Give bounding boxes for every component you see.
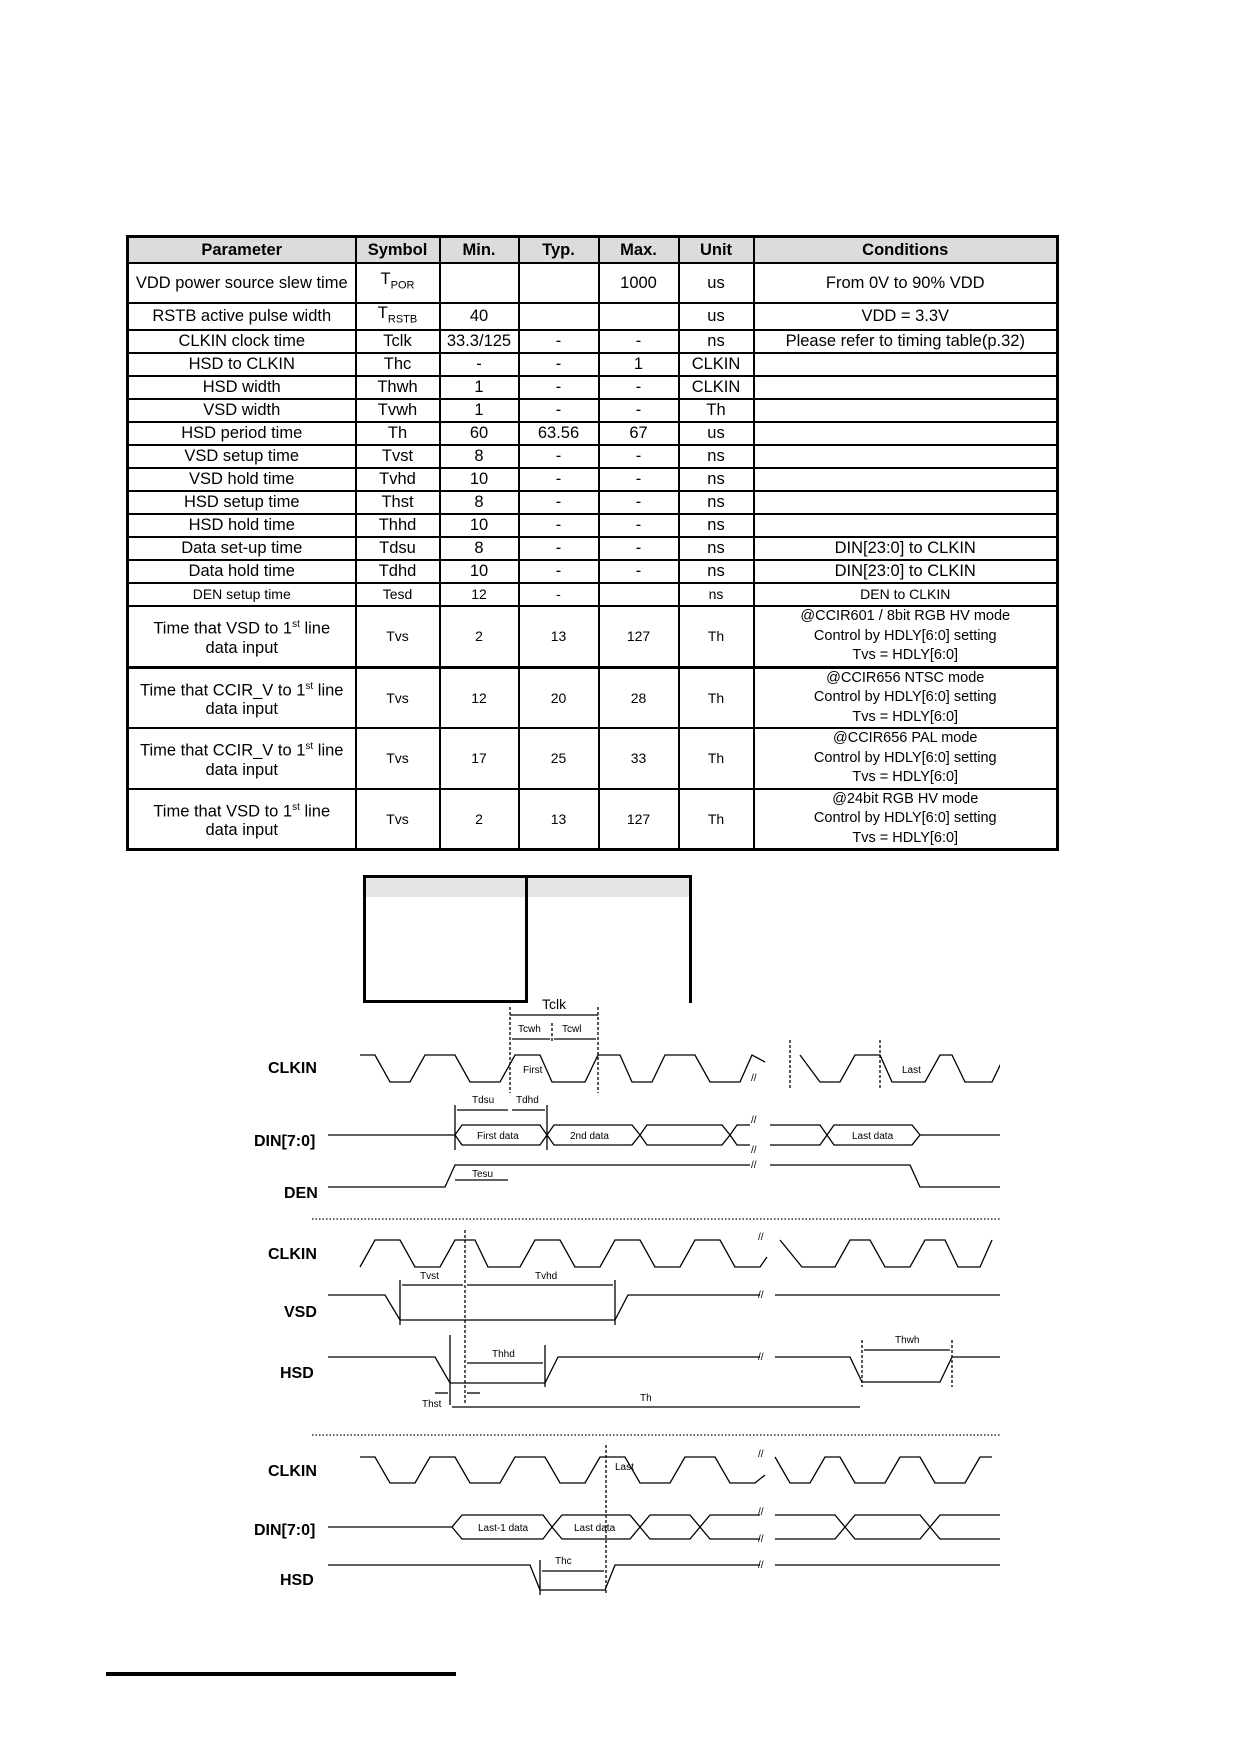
cell-symbol: Tvs <box>356 789 440 850</box>
cell-unit: us <box>679 422 754 445</box>
cell-typ: - <box>519 376 599 399</box>
cell-unit: Th <box>679 789 754 850</box>
table-row <box>128 445 1058 468</box>
cell-symbol: Tdsu <box>356 537 440 560</box>
cell-conditions: Please refer to timing table(p.32) <box>754 330 1058 353</box>
cell-conditions: @CCIR656 PAL mode Control by HDLY[6:0] setting Tvs = HDLY[6:0] <box>754 728 1058 789</box>
signal-label-vsd: VSD <box>284 1304 317 1321</box>
cell-symbol: Tesd <box>356 583 440 606</box>
label-tvhd: Tvhd <box>535 1271 558 1282</box>
header-unit: Unit <box>679 237 754 264</box>
table-row <box>128 422 1058 445</box>
cell-parameter: VDD power source slew time <box>128 263 356 303</box>
cell-conditions: DEN to CLKIN <box>754 583 1058 606</box>
cell-unit: ns <box>679 560 754 583</box>
cell-min: 10 <box>440 468 519 491</box>
table-row <box>128 399 1058 422</box>
cell-parameter: HSD period time <box>128 422 356 445</box>
cell-symbol: Thc <box>356 353 440 376</box>
cell-typ: - <box>519 560 599 583</box>
label-tcwl: Tcwl <box>562 1024 582 1035</box>
cell-symbol: $T_{RSTB}$ <box>356 303 440 330</box>
cell-min: 10 <box>440 514 519 537</box>
cell-typ <box>519 303 599 330</box>
cell-symbol: $T_{POR}$ <box>356 263 440 303</box>
cell-conditions: @CCIR656 NTSC mode Control by HDLY[6:0] setting Tvs = HDLY[6:0] <box>754 667 1058 728</box>
label-second-data: 2nd data <box>570 1131 609 1142</box>
cell-max: 1 <box>599 353 679 376</box>
cell-max: 127 <box>599 789 679 850</box>
signal-label-hsd: HSD <box>280 1365 314 1382</box>
cell-max: 33 <box>599 728 679 789</box>
cell-parameter: Time that CCIR_V to 1st line data input <box>128 728 356 789</box>
label-tclk: Tclk <box>542 996 567 1012</box>
cell-unit: Th <box>679 606 754 667</box>
cell-typ: 63.56 <box>519 422 599 445</box>
table-row <box>128 303 1058 330</box>
cell-parameter: Data hold time <box>128 560 356 583</box>
break-mark: // <box>758 1534 764 1545</box>
label-thc: Thc <box>555 1556 572 1567</box>
label-thhd: Thhd <box>492 1349 515 1360</box>
cell-typ: - <box>519 330 599 353</box>
header-conditions: Conditions <box>754 237 1058 264</box>
cell-symbol: Tclk <box>356 330 440 353</box>
cell-parameter: HSD width <box>128 376 356 399</box>
cell-parameter: VSD hold time <box>128 468 356 491</box>
cell-max: 127 <box>599 606 679 667</box>
header-typ: Typ. <box>519 237 599 264</box>
signal-label-din: DIN[7:0] <box>254 1522 316 1539</box>
label-tcwh: Tcwh <box>518 1024 541 1035</box>
header-symbol: Symbol <box>356 237 440 264</box>
cell-unit: ns <box>679 468 754 491</box>
clkin-waveform <box>360 1457 992 1483</box>
cell-conditions: From 0V to 90% VDD <box>754 263 1058 303</box>
cell-unit: CLKIN <box>679 376 754 399</box>
cell-typ: 13 <box>519 789 599 850</box>
cell-min: 8 <box>440 537 519 560</box>
cell-typ <box>519 263 599 303</box>
cell-parameter: HSD setup time <box>128 491 356 514</box>
break-mark: // <box>758 1290 764 1301</box>
cell-unit: ns <box>679 514 754 537</box>
cell-symbol: Thst <box>356 491 440 514</box>
cell-typ: - <box>519 445 599 468</box>
cell-max: 67 <box>599 422 679 445</box>
cell-conditions: @CCIR601 / 8bit RGB HV mode Control by HDLY[6:0] setting Tvs = HDLY[6:0] <box>754 606 1058 667</box>
break-mark: // <box>751 1145 757 1156</box>
cell-unit: ns <box>679 330 754 353</box>
din-waveform <box>328 1515 1000 1539</box>
cell-typ: 13 <box>519 606 599 667</box>
cell-conditions <box>754 491 1058 514</box>
break-mark: // <box>758 1352 764 1363</box>
label-last: Last <box>615 1462 634 1473</box>
clkin-waveform <box>360 1240 992 1267</box>
cell-unit: ns <box>679 537 754 560</box>
cell-parameter: HSD to CLKIN <box>128 353 356 376</box>
cell-max: 1000 <box>599 263 679 303</box>
table-header-row <box>128 237 1058 264</box>
table-row <box>128 468 1058 491</box>
label-tdhd: Tdhd <box>516 1095 539 1106</box>
cell-max: - <box>599 560 679 583</box>
table-row-tvs <box>128 667 1058 728</box>
cell-typ: - <box>519 399 599 422</box>
header-max: Max. <box>599 237 679 264</box>
cell-max: - <box>599 514 679 537</box>
cell-min: 10 <box>440 560 519 583</box>
cell-unit: Th <box>679 399 754 422</box>
cell-symbol: Tdhd <box>356 560 440 583</box>
break-mark: // <box>751 1073 757 1084</box>
table-row <box>128 560 1058 583</box>
table-row-tvs <box>128 606 1058 667</box>
cell-min: 1 <box>440 376 519 399</box>
cell-typ: - <box>519 583 599 606</box>
cell-conditions: DIN[23:0] to CLKIN <box>754 560 1058 583</box>
label-th: Th <box>640 1393 652 1404</box>
break-mark: // <box>758 1507 764 1518</box>
cell-parameter: CLKIN clock time <box>128 330 356 353</box>
cell-conditions <box>754 514 1058 537</box>
cell-unit: Th <box>679 728 754 789</box>
cell-unit: us <box>679 303 754 330</box>
cell-symbol: Thwh <box>356 376 440 399</box>
label-tvst: Tvst <box>420 1271 439 1282</box>
cell-typ: - <box>519 537 599 560</box>
cell-symbol: Tvs <box>356 728 440 789</box>
cell-conditions: VDD = 3.3V <box>754 303 1058 330</box>
cell-min: 12 <box>440 667 519 728</box>
label-tdsu: Tdsu <box>472 1095 495 1106</box>
cell-conditions <box>754 422 1058 445</box>
cell-min: 2 <box>440 789 519 850</box>
timing-diagram <box>240 995 1000 1625</box>
hsd-waveform <box>328 1357 1000 1383</box>
signal-label-din: DIN[7:0] <box>254 1133 316 1150</box>
cell-min: 40 <box>440 303 519 330</box>
cell-unit: us <box>679 263 754 303</box>
cell-min: 17 <box>440 728 519 789</box>
table-row <box>128 330 1058 353</box>
table-row <box>128 514 1058 537</box>
signal-label-den: DEN <box>284 1185 318 1202</box>
cell-parameter: HSD hold time <box>128 514 356 537</box>
empty-table-frame <box>363 875 692 1003</box>
cell-max: - <box>599 537 679 560</box>
header-min: Min. <box>440 237 519 264</box>
table-row <box>128 263 1058 303</box>
cell-min <box>440 263 519 303</box>
cell-symbol: Tvs <box>356 667 440 728</box>
table-row <box>128 537 1058 560</box>
header-parameter: Parameter <box>128 237 356 264</box>
cell-symbol: Tvs <box>356 606 440 667</box>
cell-max: - <box>599 491 679 514</box>
signal-label-clkin: CLKIN <box>268 1060 317 1077</box>
cell-max: - <box>599 445 679 468</box>
cell-conditions <box>754 399 1058 422</box>
signal-label-clkin: CLKIN <box>268 1246 317 1263</box>
label-tesu: Tesu <box>472 1169 494 1180</box>
cell-unit: ns <box>679 491 754 514</box>
cell-min: 60 <box>440 422 519 445</box>
hsd-waveform <box>328 1565 1000 1590</box>
cell-symbol: Thhd <box>356 514 440 537</box>
cell-unit: CLKIN <box>679 353 754 376</box>
cell-conditions <box>754 468 1058 491</box>
label-last: Last <box>902 1065 921 1076</box>
timing-spec-table <box>126 235 1059 851</box>
cell-symbol: Tvhd <box>356 468 440 491</box>
cell-typ: 25 <box>519 728 599 789</box>
label-last-data: Last data <box>852 1131 894 1142</box>
cell-parameter: VSD setup time <box>128 445 356 468</box>
label-first: First <box>523 1065 543 1076</box>
cell-unit: ns <box>679 445 754 468</box>
cell-parameter: Time that VSD to 1st line data input <box>128 606 356 667</box>
cell-max: - <box>599 399 679 422</box>
cell-parameter: VSD width <box>128 399 356 422</box>
cell-typ: - <box>519 514 599 537</box>
cell-conditions <box>754 376 1058 399</box>
den-waveform <box>328 1165 1000 1187</box>
label-thwh: Thwh <box>895 1335 920 1346</box>
footer-rule <box>106 1672 456 1676</box>
label-first-data: First data <box>477 1131 519 1142</box>
cell-parameter: DEN setup time <box>128 583 356 606</box>
cell-unit: ns <box>679 583 754 606</box>
table-row <box>128 353 1058 376</box>
table-row-tvs <box>128 728 1058 789</box>
din-waveform <box>328 1125 1000 1145</box>
break-mark: // <box>751 1115 757 1126</box>
cell-conditions: @24bit RGB HV mode Control by HDLY[6:0] setting Tvs = HDLY[6:0] <box>754 789 1058 850</box>
cell-min: 12 <box>440 583 519 606</box>
cell-conditions: DIN[23:0] to CLKIN <box>754 537 1058 560</box>
cell-symbol: Th <box>356 422 440 445</box>
cell-max: 28 <box>599 667 679 728</box>
cell-symbol: Tvwh <box>356 399 440 422</box>
label-thst: Thst <box>422 1399 442 1410</box>
cell-typ: - <box>519 353 599 376</box>
cell-min: 33.3/125 <box>440 330 519 353</box>
cell-typ: - <box>519 491 599 514</box>
table-row <box>128 583 1058 606</box>
cell-parameter: Data set-up time <box>128 537 356 560</box>
cell-symbol: Tvst <box>356 445 440 468</box>
cell-max <box>599 303 679 330</box>
cell-min: 8 <box>440 491 519 514</box>
table-divider <box>525 878 528 1003</box>
cell-min: 1 <box>440 399 519 422</box>
signal-label-clkin: CLKIN <box>268 1463 317 1480</box>
signal-label-hsd: HSD <box>280 1572 314 1589</box>
table-row <box>128 491 1058 514</box>
break-mark: // <box>758 1232 764 1243</box>
cell-conditions <box>754 353 1058 376</box>
cell-parameter: Time that VSD to 1st line data input <box>128 789 356 850</box>
cell-max: - <box>599 376 679 399</box>
table-row <box>128 376 1058 399</box>
break-mark: // <box>758 1560 764 1571</box>
cell-max: - <box>599 468 679 491</box>
vsd-waveform <box>328 1295 1000 1320</box>
cell-parameter: Time that CCIR_V to 1st line data input <box>128 667 356 728</box>
cell-max <box>599 583 679 606</box>
cell-min: - <box>440 353 519 376</box>
cell-conditions <box>754 445 1058 468</box>
cell-min: 8 <box>440 445 519 468</box>
label-last1-data: Last-1 data <box>478 1523 529 1534</box>
break-mark: // <box>751 1160 757 1171</box>
label-last-data: Last data <box>574 1523 616 1534</box>
table-row-tvs <box>128 789 1058 850</box>
cell-parameter: RSTB active pulse width <box>128 303 356 330</box>
cell-max: - <box>599 330 679 353</box>
cell-min: 2 <box>440 606 519 667</box>
cell-typ: 20 <box>519 667 599 728</box>
cell-unit: Th <box>679 667 754 728</box>
cell-typ: - <box>519 468 599 491</box>
break-mark: // <box>758 1449 764 1460</box>
